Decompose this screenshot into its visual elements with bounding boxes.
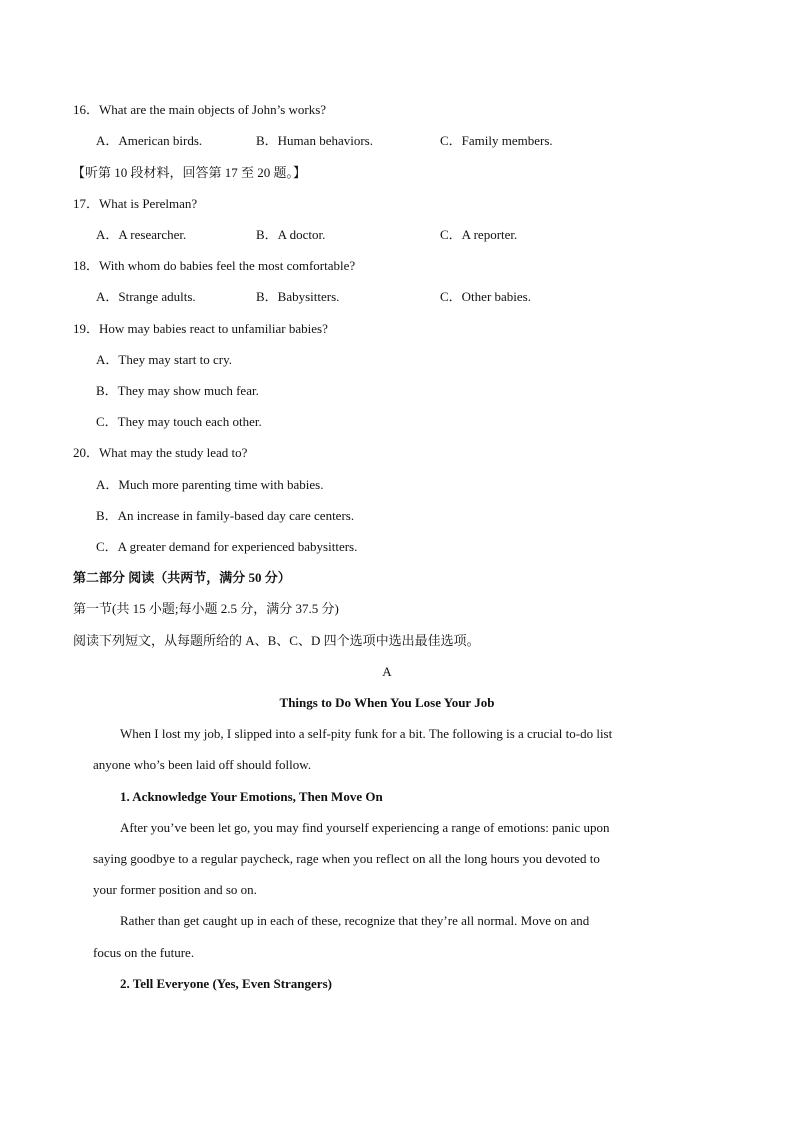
section-2-instruction: 阅读下列短文，从每题所给的 A、B、C、D 四个选项中选出最佳选项。 [73, 633, 480, 648]
question-17-stem: 17．What is Perelman? [73, 196, 198, 211]
question-16-stem: 16．What are the main objects of John’s works? [73, 102, 327, 117]
passage-heading-1: 1. Acknowledge Your Emotions, Then Move On [120, 789, 383, 804]
question-20-stem: 20．What may the study lead to? [73, 445, 248, 460]
question-17-option-a: A．A researcher. [96, 227, 187, 242]
question-19-stem: 19．How may babies react to unfamiliar babies? [73, 321, 328, 336]
section-2-part-1: 第一节(共 15 小题;每小题 2.5 分，满分 37.5 分) [73, 601, 339, 616]
question-20-option-a: A．Much more parenting time with babies. [96, 477, 324, 492]
question-17-option-b: B．A doctor. [256, 227, 326, 242]
question-17-option-c: C．A reporter. [440, 227, 518, 242]
passage-paragraph-3-line-2: focus on the future. [93, 945, 195, 960]
passage-paragraph-3-line-1: Rather than get caught up in each of these, recognize that they’re all normal. Move on and [120, 913, 590, 928]
passage-paragraph-2-line-1: After you’ve been let go, you may find yourself experiencing a range of emotions: panic upon [120, 820, 610, 835]
question-18-option-a: A．Strange adults. [96, 289, 196, 304]
section-2-title: 第二部分 阅读（共两节，满分 50 分） [73, 570, 291, 585]
question-18-stem: 18．With whom do babies feel the most comfortable? [73, 258, 356, 273]
question-19-option-a: A．They may start to cry. [96, 352, 232, 367]
listening-instruction: 【听第 10 段材料，回答第 17 至 20 题。】 [72, 165, 307, 180]
question-18-option-b: B．Babysitters. [256, 289, 340, 304]
question-19-option-b: B．They may show much fear. [96, 383, 259, 398]
question-20-option-b: B．An increase in family-based day care centers. [96, 508, 355, 523]
passage-paragraph-2-line-2: saying goodbye to a regular paycheck, rage when you reflect on all the long hours you devoted to [93, 851, 600, 866]
question-20-option-c: C．A greater demand for experienced babysitters. [96, 539, 358, 554]
question-16-option-c: C．Family members. [440, 133, 553, 148]
passage-label: A [382, 664, 392, 679]
passage-title: Things to Do When You Lose Your Job [279, 695, 495, 710]
question-18-option-c: C．Other babies. [440, 289, 531, 304]
question-19-option-c: C．They may touch each other. [96, 414, 262, 429]
passage-paragraph-2-line-3: your former position and so on. [93, 882, 257, 897]
question-16-option-a: A．American birds. [96, 133, 203, 148]
passage-paragraph-1-line-1: When I lost my job, I slipped into a self-pity funk for a bit. The following is a crucial to-do list [120, 726, 613, 741]
question-16-option-b: B．Human behaviors. [256, 133, 373, 148]
passage-paragraph-1-line-2: anyone who’s been laid off should follow. [93, 757, 312, 772]
passage-heading-2: 2. Tell Everyone (Yes, Even Strangers) [120, 976, 332, 991]
